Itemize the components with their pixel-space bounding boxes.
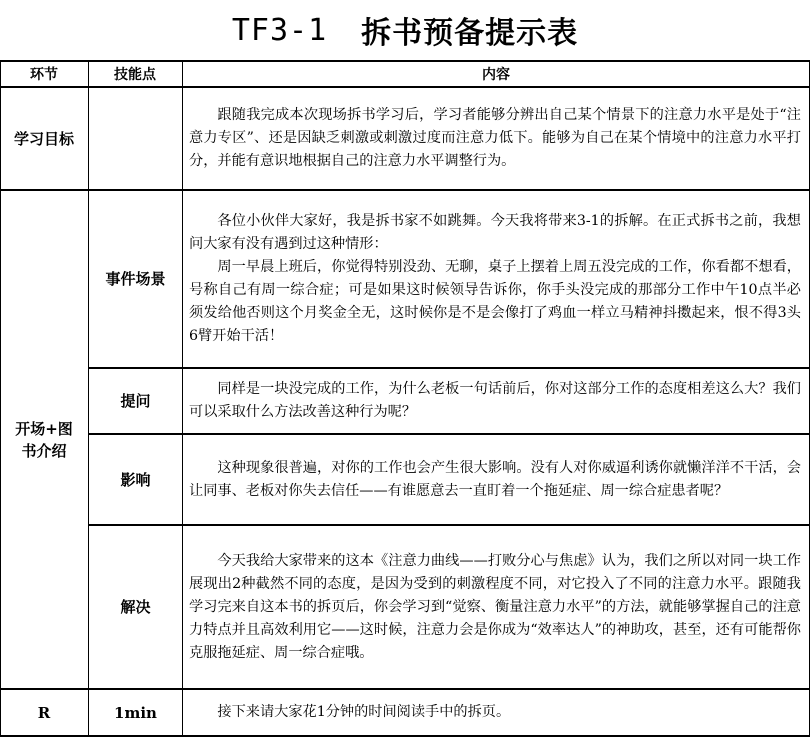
title-text: 拆书预备提示表 (361, 16, 579, 51)
section-r: R (37, 703, 51, 722)
skill-solution: 解决 (120, 598, 151, 616)
header-content: 内容 (482, 67, 510, 83)
section-intro-label: 开场+图书介绍 (15, 419, 73, 460)
header-section: 环节 (30, 67, 58, 83)
title-code: TF3-1 (231, 12, 328, 48)
r-text: 接下来请大家花1分钟的时间阅读手中的拆页。 (217, 704, 511, 720)
skill-question: 提问 (120, 392, 151, 410)
event-content (183, 191, 809, 367)
header-skill: 技能点 (114, 67, 156, 83)
r-content (183, 690, 809, 735)
solution-text: 今天我给大家带来的这本《注意力曲线——打败分心与焦虑》认为，我们之所以对同一块工作展现出2种截然不同的态度，是因为受到的刺激程度不同，对它投入了不同的注意力水平。跟随我学习完来自这本书的拆页后，你会学习到“觉察、衡量注意力水平”的方法，就能够掌握自己的注意力特点并且高效利用它——这时候，注意力会是你成为“效率达人”的神助攻，甚至，还有可能帮你克服拖延症、周一综合症哦。 (189, 552, 801, 661)
question-text: 同样是一块没完成的工作，为什么老板一句话前后，你对这部分工作的态度相差这么大？我们可以采取什么方法改善这种行为呢？ (189, 381, 801, 420)
skill-r: 1min (114, 703, 157, 722)
impact-text: 这种现象很普遍，对你的工作也会产生很大影响。没有人对你威逼利诱你就懒洋洋不干活，会让同事、老板对你失去信任——有谁愿意去一直盯着一个拖延症、周一综合症患者呢？ (189, 459, 801, 499)
prompt-table (0, 60, 810, 737)
section-goal: 学习目标 (13, 129, 74, 148)
solution-content (183, 526, 809, 688)
skill-event: 事件场景 (105, 270, 166, 288)
impact-content (183, 435, 809, 524)
skill-impact: 影响 (120, 470, 151, 489)
page-title (0, 0, 810, 60)
goal-content (183, 88, 809, 189)
section-intro (0, 191, 88, 688)
question-content (183, 369, 809, 433)
goal-text: 跟随我完成本次现场拆书学习后，学习者能够分辨出自己某个情景下的注意力水平是处于“注意力专区”、还是因缺乏刺激或刺激过度而注意力低下。能够为自己在某个情境中的注意力水平打分，并能有意识地根据自己的注意力水平调整行为。 (189, 107, 801, 169)
event-text-2: 周一早晨上班后，你觉得特别没劲、无聊，桌子上摆着上周五没完成的工作，你看都不想看，号称自己有周一综合症；可是如果这时候领导告诉你，你手头没完成的那部分工作中午10点半必须发给他否则这个月奖金全无，这时候你是不是会像打了鸡血一样立马精神抖擞起来，恨不得3头6臂开始干活！ (189, 259, 801, 344)
event-text-1: 各位小伙伴大家好，我是拆书家不如跳舞。今天我将带来3-1的拆解。在正式拆书之前，我想问大家有没有遇到过这种情形： (189, 213, 801, 252)
